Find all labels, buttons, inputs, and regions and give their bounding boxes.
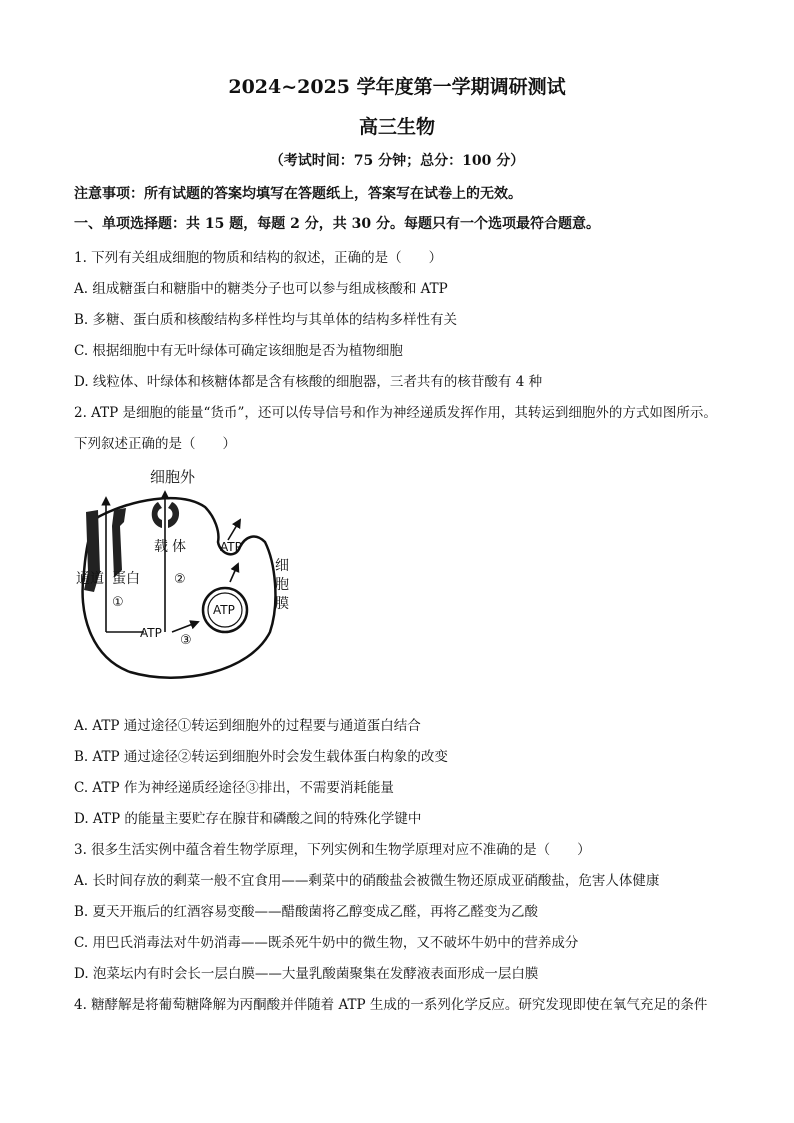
label-membrane-1: 细 bbox=[275, 558, 289, 574]
q2-option-c: C. ATP 作为神经递质经途径③排出，不需要消耗能量 bbox=[74, 780, 394, 796]
label-membrane-3: 膜 bbox=[275, 596, 289, 612]
label-path-3: ③ bbox=[180, 633, 192, 648]
exam-title: 2024~2025 学年度第一学期调研测试 bbox=[228, 76, 566, 98]
exam-subject: 高三生物 bbox=[358, 116, 435, 138]
q2-option-a: A. ATP 通过途径①转运到细胞外的过程要与通道蛋白结合 bbox=[74, 718, 421, 734]
label-outside: 细胞外 bbox=[150, 468, 196, 486]
label-channel: 通道 bbox=[76, 571, 104, 587]
atp-transport-diagram bbox=[70, 462, 310, 687]
label-atp-outside: ATP bbox=[220, 540, 242, 554]
cell-membrane bbox=[83, 498, 276, 678]
q3-option-a: A. 长时间存放的剩菜一般不宜食用——剩菜中的硝酸盐会被微生物还原成亚硝酸盐，危害人体健康 bbox=[74, 873, 660, 889]
q3-option-d: D. 泡菜坛内有时会长一层白膜——大量乳酸菌聚集在发酵液表面形成一层白膜 bbox=[74, 966, 539, 982]
q1-option-a: A. 组成糖蛋白和糖脂中的糖类分子也可以参与组成核酸和 ATP bbox=[74, 281, 448, 297]
notice: 注意事项：所有试题的答案均填写在答题纸上，答案写在试卷上的无效。 bbox=[74, 186, 522, 202]
label-path-1: ① bbox=[112, 595, 124, 610]
label-atp-vesicle: ATP bbox=[213, 603, 235, 617]
q2-stem-line2: 下列叙述正确的是（ ） bbox=[74, 436, 236, 452]
label-path-2: ② bbox=[174, 572, 186, 587]
label-carrier-1: 载 bbox=[154, 539, 168, 555]
q3-stem: 3. 很多生活实例中蕴含着生物学原理，下列实例和生物学原理对应不准确的是（ ） bbox=[74, 842, 591, 858]
q1-option-b: B. 多糖、蛋白质和核酸结构多样性均与其单体的结构多样性有关 bbox=[74, 312, 458, 328]
section-heading: 一、单项选择题：共 15 题，每题 2 分，共 30 分。每题只有一个选项最符合题意。 bbox=[74, 216, 600, 232]
label-carrier-2: 体 bbox=[172, 539, 186, 555]
q1-option-c: C. 根据细胞中有无叶绿体可确定该细胞是否为植物细胞 bbox=[74, 343, 403, 359]
q2-stem-line1: 2. ATP 是细胞的能量“货币”，还可以传导信号和作为神经递质发挥作用，其转运到细胞外的方式如图所示。 bbox=[74, 405, 717, 421]
label-atp-inside: ATP bbox=[140, 626, 162, 640]
exam-info: （考试时间：75 分钟；总分：100 分） bbox=[269, 153, 525, 169]
label-protein: 蛋白 bbox=[112, 571, 140, 587]
q4-stem: 4. 糖酵解是将葡萄糖降解为丙酮酸并伴随着 ATP 生成的一系列化学反应。研究发现即使在氧气充足的条件 bbox=[74, 997, 708, 1013]
q3-option-c: C. 用巴氏消毒法对牛奶消毒——既杀死牛奶中的微生物，又不破坏牛奶中的营养成分 bbox=[74, 935, 579, 951]
q3-option-b: B. 夏天开瓶后的红酒容易变酸——醋酸菌将乙醇变成乙醛，再将乙醛变为乙酸 bbox=[74, 904, 539, 920]
label-membrane-2: 胞 bbox=[275, 577, 289, 593]
q2-option-b: B. ATP 通过途径②转运到细胞外时会发生载体蛋白构象的改变 bbox=[74, 749, 448, 765]
channel-protein-right bbox=[112, 508, 126, 578]
q1-stem: 1. 下列有关组成细胞的物质和结构的叙述，正确的是（ ） bbox=[74, 250, 443, 266]
q2-option-d: D. ATP 的能量主要贮存在腺苷和磷酸之间的特殊化学键中 bbox=[74, 811, 422, 827]
q1-option-d: D. 线粒体、叶绿体和核糖体都是含有核酸的细胞器，三者共有的核苷酸有 4 种 bbox=[74, 374, 543, 390]
